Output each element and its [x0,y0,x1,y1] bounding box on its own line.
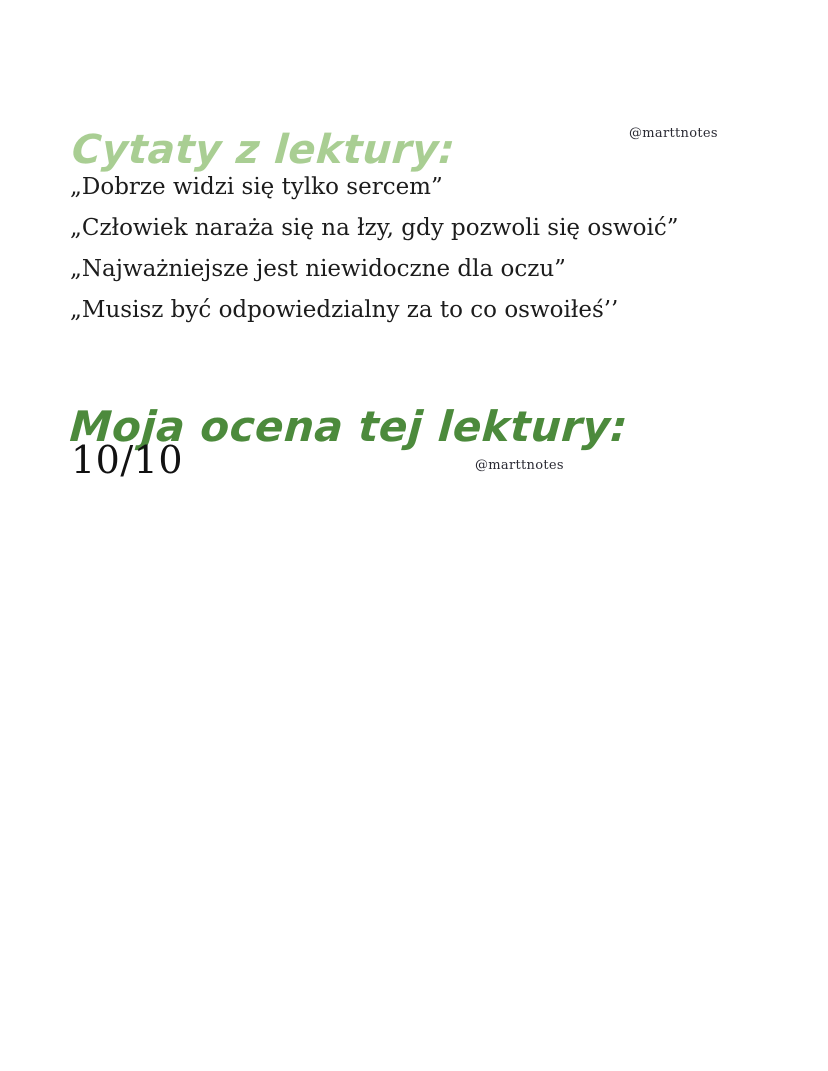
rating-value: 10/10 [71,438,184,482]
watermark-handle-top: @marttnotes [629,126,718,141]
quote-line: „Dobrze widzi się tylko sercem” [70,174,443,200]
quotes-section-heading: Cytaty z lektury: [70,126,457,173]
quote-line: „Najważniejsze jest niewidoczne dla oczu” [70,256,566,282]
quote-line: „Musisz być odpowiedzialny za to co oswoiłeś’’ [70,297,619,323]
rating-section-heading: Moja ocena tej lektury: [68,402,630,452]
quote-line: „Człowiek naraża się na łzy, gdy pozwoli się oswoić” [70,215,679,241]
quotes-list [70,167,710,331]
watermark-handle-bottom: @marttnotes [475,458,564,473]
